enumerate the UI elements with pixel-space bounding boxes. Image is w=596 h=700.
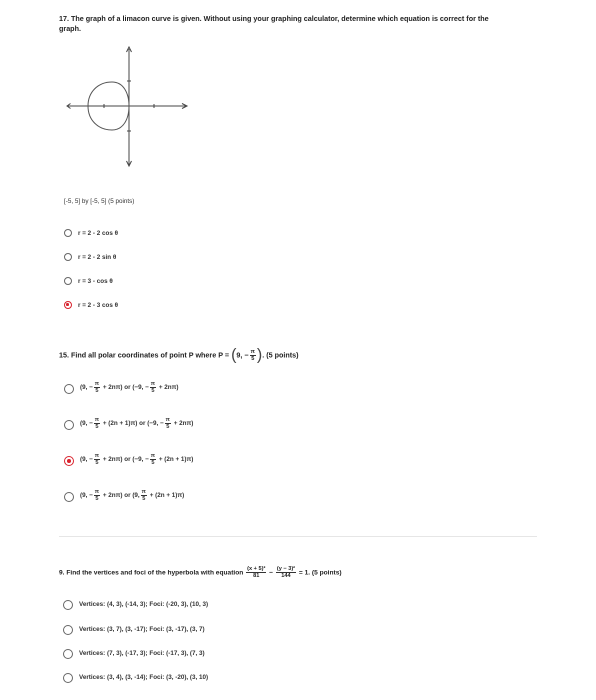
option-part-c: + 2nπ) xyxy=(158,384,179,392)
option-label: r = 2 - 2 sin θ xyxy=(78,254,117,261)
q17-window: [-5, 5] by [-5, 5] (5 points) xyxy=(64,198,135,205)
radio-button[interactable] xyxy=(63,673,73,683)
radio-button[interactable] xyxy=(64,229,72,237)
option-label xyxy=(80,453,193,466)
option-part-b: + 2nπ) or (9, xyxy=(102,492,140,500)
option-label xyxy=(80,381,179,394)
frac-num: π xyxy=(150,453,156,459)
q17-title-line2: graph. xyxy=(59,24,81,33)
radio-button-selected[interactable] xyxy=(64,301,72,309)
close-paren: ) xyxy=(256,346,263,364)
radio-button[interactable] xyxy=(64,384,74,394)
radio-button[interactable] xyxy=(63,649,73,659)
open-paren: ( xyxy=(231,346,237,364)
frac-den: 144 xyxy=(281,573,291,579)
q9-title xyxy=(59,566,342,579)
option-label: r = 2 - 2 cos θ xyxy=(78,230,118,237)
option-part-a: (9, − xyxy=(80,384,93,392)
frac-num: π xyxy=(141,489,146,495)
frac-num: (x + 5)² xyxy=(247,566,266,572)
frac-den: 81 xyxy=(253,573,260,579)
option-label: Vertices: (4, 3), (-14, 3); Foci: (-20, 3), (10, 3) xyxy=(79,601,209,608)
radio-button[interactable] xyxy=(64,253,72,261)
limacon-graph xyxy=(66,46,191,171)
q9-title-text: 9. Find the vertices and foci of the hyperbola with equation xyxy=(59,569,244,577)
minus-sign: − xyxy=(269,569,274,577)
q9-tail: = 1. (5 points) xyxy=(298,569,342,577)
option-part-b: + 2nπ) or (−9, − xyxy=(102,384,149,392)
frac-num: π xyxy=(94,489,100,495)
radio-button[interactable] xyxy=(64,420,74,430)
radio-button[interactable] xyxy=(64,492,74,502)
option-part-a: (9, − xyxy=(80,492,93,500)
frac-num: π xyxy=(150,381,156,387)
option-part-c: + 2nπ) xyxy=(173,420,194,428)
point-x: 9, xyxy=(236,350,243,360)
option-part-c: + (2n + 1)π) xyxy=(149,492,185,500)
frac-num: π xyxy=(165,417,170,423)
radio-button[interactable] xyxy=(63,600,73,610)
frac-den: 5 xyxy=(251,356,255,362)
q17-title xyxy=(59,14,489,34)
radio-button-selected[interactable] xyxy=(64,456,74,466)
option-label xyxy=(80,417,193,430)
option-label xyxy=(80,489,184,502)
frac-num: (y − 3)² xyxy=(276,566,296,572)
option-part-b: + 2nπ) or (−9, − xyxy=(102,456,149,464)
frac-den: 5 xyxy=(151,388,155,394)
minus-sign: − xyxy=(244,350,249,360)
q15-title-text: 15. Find all polar coordinates of point P where P = xyxy=(59,350,230,360)
option-part-a: (9, − xyxy=(80,456,93,464)
option-label: r = 2 - 3 cos θ xyxy=(78,302,118,309)
frac-num: π xyxy=(250,349,255,355)
radio-button[interactable] xyxy=(64,277,72,285)
frac-num: π xyxy=(94,453,100,459)
option-part-a: (9, − xyxy=(80,420,93,428)
q15-points: . (5 points) xyxy=(262,350,299,360)
option-label: Vertices: (7, 3), (-17, 3); Foci: (-17, 3), (7, 3) xyxy=(79,650,205,657)
option-label: Vertices: (3, 4), (3, -14); Foci: (3, -20), (3, 10) xyxy=(79,674,209,681)
frac-num: π xyxy=(94,381,100,387)
frac-num: π xyxy=(94,417,100,423)
q17-title-line1: 17. The graph of a limacon curve is given. Without using your graphing calculator, determine which equation is correct for the xyxy=(59,14,489,23)
frac-den: 5 xyxy=(95,424,99,430)
frac-den: 5 xyxy=(142,496,146,502)
section-divider xyxy=(59,536,537,537)
option-part-b: + (2n + 1)π) or (−9, − xyxy=(102,420,164,428)
frac-den: 5 xyxy=(166,424,170,430)
frac-den: 5 xyxy=(95,496,99,502)
option-label: Vertices: (3, 7), (3, -17); Foci: (3, -17), (3, 7) xyxy=(79,626,205,633)
radio-button[interactable] xyxy=(63,625,73,635)
frac-den: 5 xyxy=(151,460,155,466)
option-part-c: + (2n + 1)π) xyxy=(158,456,194,464)
option-label: r = 3 - cos θ xyxy=(78,278,113,285)
q15-title xyxy=(59,346,299,364)
frac-den: 5 xyxy=(95,460,99,466)
frac-den: 5 xyxy=(95,388,99,394)
